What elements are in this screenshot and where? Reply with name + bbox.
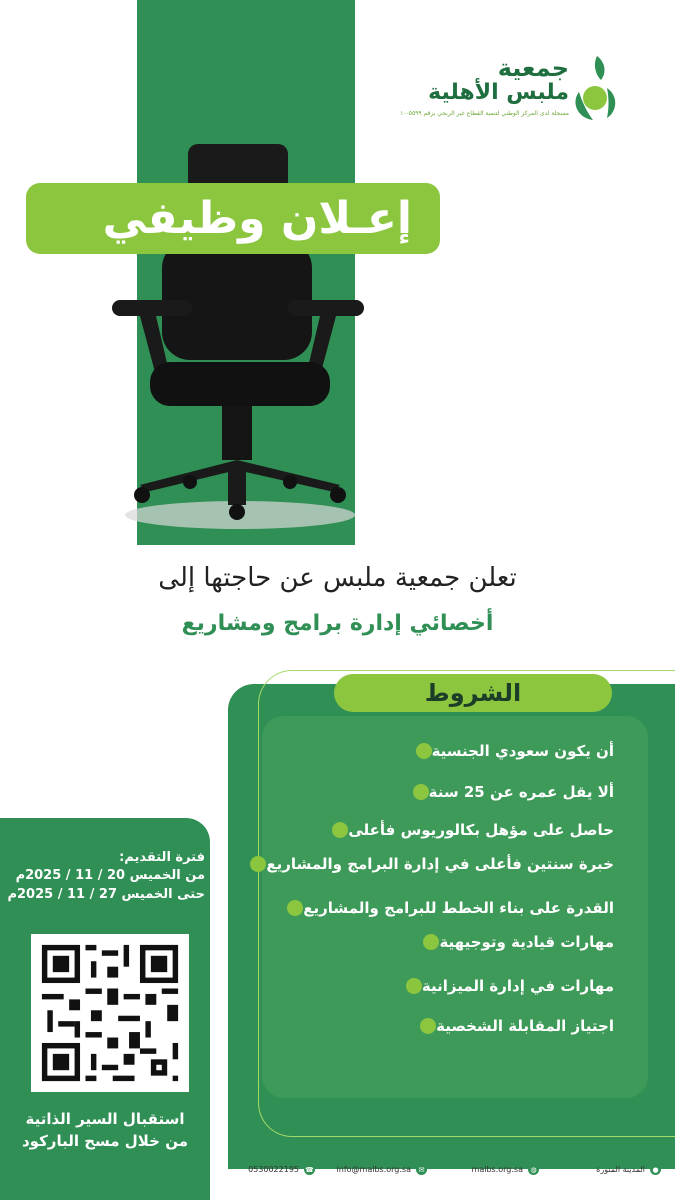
footer-location: المدينة المنورة ●: [596, 1164, 661, 1175]
job-title: أخصائي إدارة برامج ومشاريع: [181, 611, 494, 636]
decorative-dot: [633, 693, 657, 717]
intro-text: تعلن جمعية ملبس عن حاجتها إلى: [158, 563, 517, 593]
envelope-icon: ✉: [416, 1164, 427, 1175]
logo: [387, 52, 627, 124]
logo-mark-icon: [567, 52, 627, 124]
location-pin-icon: ●: [650, 1164, 661, 1175]
qr-code-icon: [31, 934, 189, 1092]
footer-email[interactable]: info@malbs.org.sa ✉: [337, 1164, 427, 1175]
period-title: فترة التقديم:: [119, 850, 205, 865]
phone-icon: ☎: [305, 1165, 314, 1174]
footer-website[interactable]: malbs.org.sa ◍: [472, 1164, 539, 1175]
condition-item: مهارات في إدارة الميزانية: [396, 977, 614, 995]
bullet-icon: [416, 743, 432, 759]
job-announcement-banner: [26, 183, 440, 254]
condition-item: أن يكون سعودي الجنسية: [406, 742, 614, 760]
bullet-icon: [423, 934, 439, 950]
bullet-icon: [332, 822, 348, 838]
bullet-icon: [413, 784, 429, 800]
condition-item: ألا يقل عمره عن 25 سنة: [403, 783, 614, 801]
bullet-icon: [287, 900, 303, 916]
qr-code[interactable]: [31, 934, 189, 1092]
logo-line-2: ملبس الأهلية: [428, 80, 569, 105]
footer-phone[interactable]: 0530022195 ☎: [248, 1165, 314, 1174]
qr-note-line-1: استقبال السير الذاتية: [25, 1110, 185, 1128]
bullet-icon: [420, 1018, 436, 1034]
condition-item: خبرة سنتين فأعلى في إدارة البرامج والمشاريع: [240, 855, 614, 873]
period-from: من الخميس 20 / 11 / 2025م: [15, 868, 205, 883]
qr-note-line-2: من خلال مسح الباركود: [21, 1132, 189, 1150]
footer: [220, 1164, 675, 1186]
conditions-list-box: [262, 716, 648, 1098]
bullet-icon: [406, 978, 422, 994]
globe-icon: ◍: [528, 1164, 539, 1175]
condition-item: مهارات قيادية وتوجيهية: [413, 933, 614, 951]
condition-item: القدرة على بناء الخطط للبرامج والمشاريع: [277, 899, 614, 917]
logo-line-1: جمعية: [497, 54, 569, 82]
condition-item: اجتياز المقابلة الشخصية: [410, 1017, 614, 1035]
logo-subtitle: مسجلة لدى المركز الوطني لتنمية القطاع غير الربحي برقم ٥٥٩٩-١٠: [400, 110, 569, 117]
bullet-icon: [250, 856, 266, 872]
conditions-title: الشروط: [334, 674, 612, 712]
condition-item: حاصل على مؤهل بكالوريوس فأعلى: [322, 821, 614, 839]
period-to: حتى الخميس 27 / 11 / 2025م: [7, 887, 205, 902]
announcement-title: إعـلان وظيفي: [102, 193, 412, 244]
